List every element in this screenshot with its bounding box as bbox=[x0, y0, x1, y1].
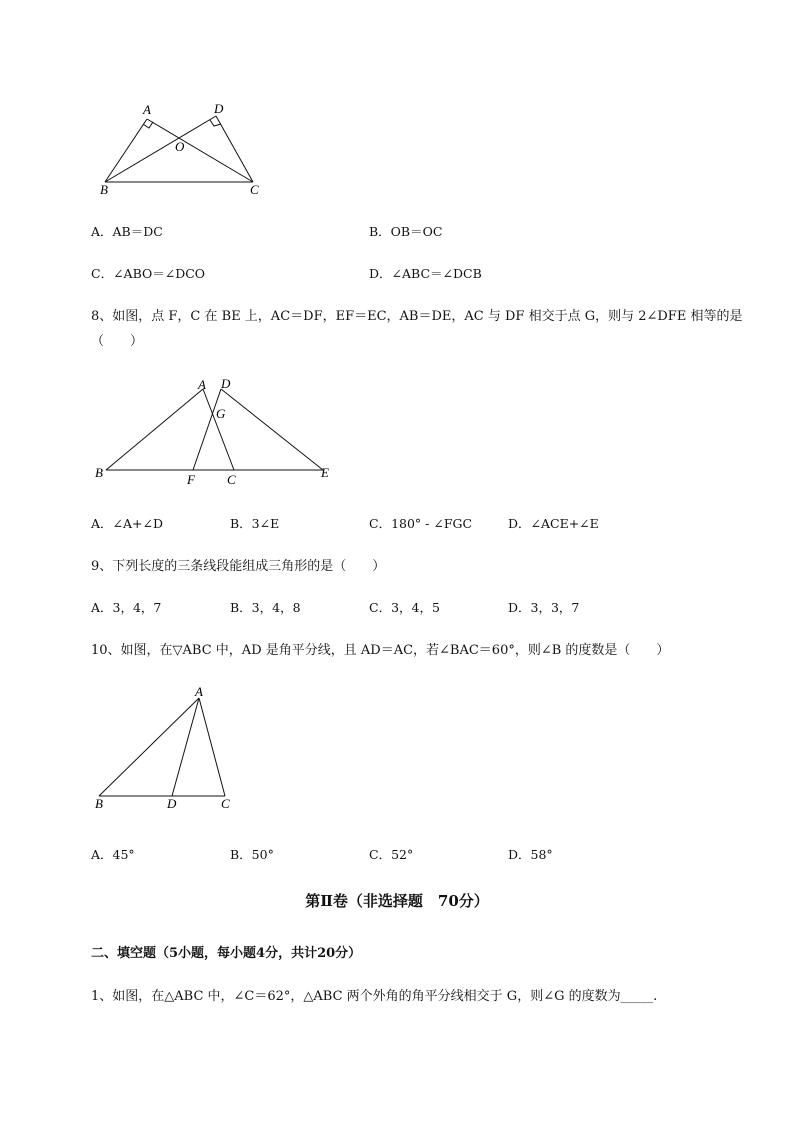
q8-label-a: A bbox=[198, 377, 206, 392]
q10-option-d[interactable]: D．58° bbox=[508, 847, 553, 862]
part2-title: 第Ⅱ卷（非选择题 70分） bbox=[305, 892, 489, 910]
q10-option-b[interactable]: B．50° bbox=[230, 847, 274, 862]
section2-heading: 二、填空题（5小题，每小题4分，共计20分） bbox=[91, 946, 362, 961]
q8-label-b: B bbox=[95, 465, 103, 480]
q8-option-c[interactable]: C．180° - ∠FGC bbox=[369, 516, 473, 531]
q10-label-a: A bbox=[195, 684, 203, 699]
q10-label-d: D bbox=[167, 796, 177, 811]
q7-label-o: O bbox=[175, 139, 185, 154]
q9-option-c[interactable]: C．3，4，5 bbox=[369, 600, 440, 615]
q7-label-c: C bbox=[250, 182, 259, 197]
q8-question-paren: （ ） bbox=[91, 334, 144, 349]
q8-option-a[interactable]: A．∠A+∠D bbox=[91, 516, 163, 531]
q8-label-f: F bbox=[187, 472, 195, 487]
q8-option-b[interactable]: B．3∠E bbox=[230, 516, 280, 531]
q7-label-a: A bbox=[143, 102, 151, 117]
q8-figure bbox=[92, 372, 342, 490]
q7-option-d[interactable]: D．∠ABC＝∠DCB bbox=[369, 266, 482, 281]
q7-label-d: D bbox=[214, 101, 224, 116]
q10-figure bbox=[92, 684, 242, 812]
q8-label-c: C bbox=[227, 472, 236, 487]
q8-label-g: G bbox=[216, 406, 226, 421]
q9-option-b[interactable]: B．3，4，8 bbox=[230, 600, 301, 615]
q7-option-b[interactable]: B．OB＝OC bbox=[369, 224, 443, 239]
q9-question-text: 9、下列长度的三条线段能组成三角形的是（ ） bbox=[91, 559, 386, 574]
q10-label-b: B bbox=[95, 796, 103, 811]
q7-label-b: B bbox=[100, 182, 108, 197]
q7-option-c[interactable]: C．∠ABO＝∠DCO bbox=[91, 266, 206, 281]
q8-option-d[interactable]: D．∠ACE+∠E bbox=[508, 516, 599, 531]
q8-question-text: 8、如图，点 F，C 在 BE 上，AC＝DF，EF＝EC，AB＝DE，AC 与 DF 相交于点 G，则与 2∠DFE 相等的是 bbox=[91, 309, 743, 324]
q7-option-a[interactable]: A．AB＝DC bbox=[91, 224, 163, 239]
q9-option-a[interactable]: A．3，4，7 bbox=[91, 600, 162, 615]
q7-figure bbox=[95, 95, 275, 200]
q9-option-d[interactable]: D．3，3，7 bbox=[508, 600, 580, 615]
q10-option-a[interactable]: A．45° bbox=[91, 847, 135, 862]
q10-question-text: 10、如图，在▽ABC 中，AD 是角平分线，且 AD＝AC，若∠BAC＝60°，则∠B 的度数是（ ） bbox=[91, 643, 670, 658]
q8-label-d: D bbox=[221, 376, 231, 391]
q10-option-c[interactable]: C．52° bbox=[369, 847, 414, 862]
fill1-question-text: 1、如图，在△ABC 中，∠C＝62°，△ABC 两个外角的角平分线相交于 G，则∠G 的度数为_____. bbox=[91, 989, 658, 1004]
q10-label-c: C bbox=[221, 796, 230, 811]
q8-label-e: E bbox=[321, 465, 329, 480]
